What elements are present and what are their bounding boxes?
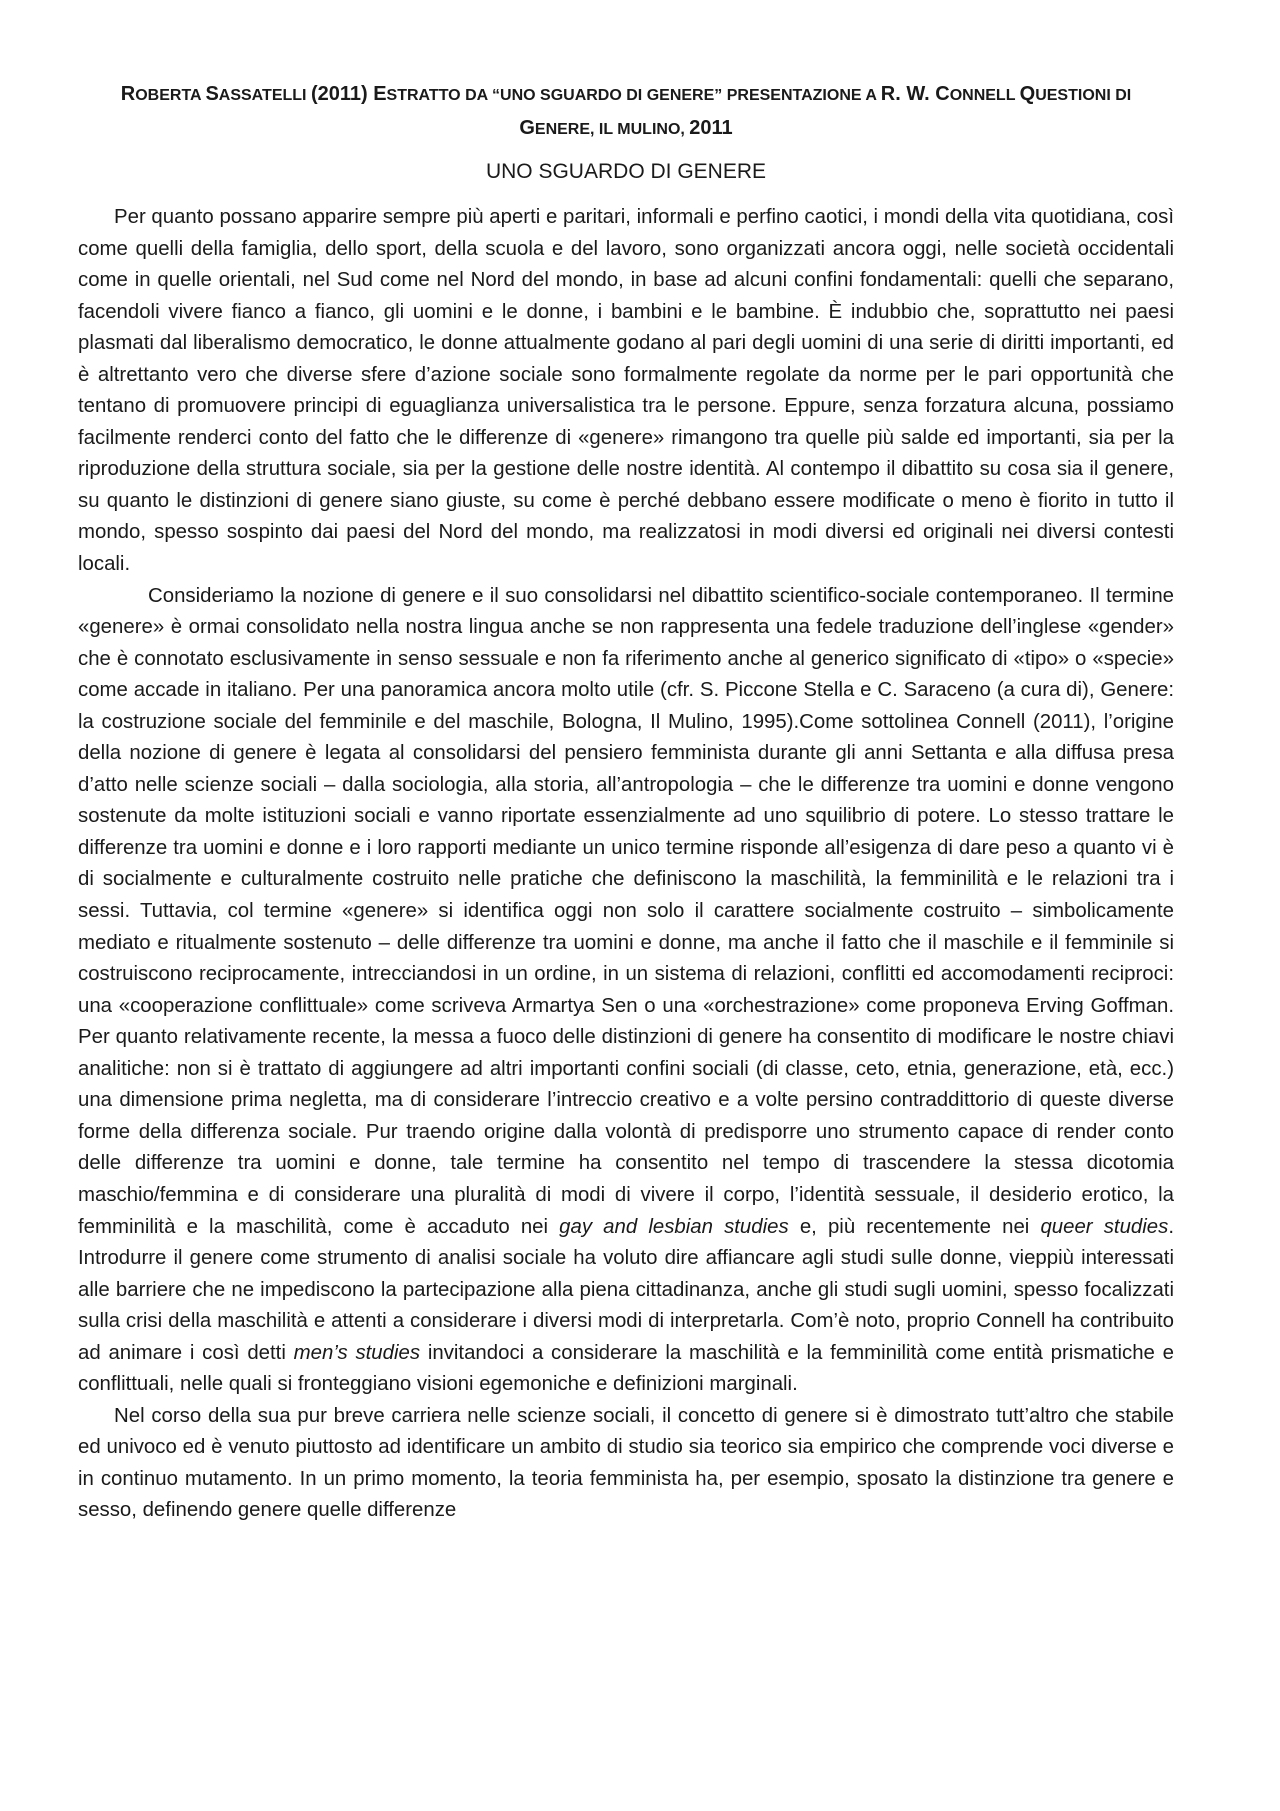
paragraph-1: Per quanto possano apparire sempre più aperti e paritari, informali e perfino caotici, i mondi della vita quotidiana, così come quelli della famiglia, dello sport, della scuola e del lavoro, sono organizzati ancora oggi, nelle società occidentali come in quelle orientali, nel Sud come nel Nord del mondo, in base ad alcuni confini fondamentali: quelli che separano, facendoli vivere fianco a fianco, gli uomini e le donne, i bambini e le bambine. È indubbio che, soprattutto nei paesi plasmati dal liberalismo democratico, le donne attualmente godano al pari degli uomini di una serie di diritti importanti, ed è altrettanto vero che diverse sfere d’azione sociale sono formalmente regolate da norme per le pari opportunità che tentano di promuovere principi di eguaglianza universalistica tra le persone. Eppure, senza forzatura alcuna, possiamo facilmente renderci conto del fatto che le differenze di «genere» rimangono tra quelle più salde ed importanti, sia per la riproduzione della struttura sociale, sia per la gestione delle nostre identità. Al contempo il dibattito su cosa sia il genere, su quanto le distinzioni di genere siano giuste, su come è perché debbano essere modificate o meno è fiorito in tutto il mondo, spesso sospinto dai paesi del Nord del mondo, ma realizzatosi in modi diversi ed originali nei diversi contesti locali. [78, 206, 1174, 576]
document-header [78, 78, 1174, 146]
header-rw: R. W. [880, 83, 936, 105]
header-estratto: STRATTO DA “UNO SGUARDO DI GENERE” PRESENTAZIONE A [386, 87, 881, 104]
header-initial-g: G [519, 117, 535, 139]
paragraph-2-text-b: e, più recentemente nei [788, 1215, 1041, 1238]
paragraph-2-text-c: . Introdurre il genere come strumento di analisi sociale ha voluto dire affiancare agli studi sulle donne, vieppiù interessati alle barriere che ne impediscono la partecipazione alla piena cittadinanza, anche gli studi sugli uomini, spesso focalizzati sulla crisi della maschilità e attenti a considerare i diversi modi di interpretarla. Com’è noto, proprio Connell ha contribuito ad animare i così detti [78, 1215, 1174, 1364]
paragraph-3: Nel corso della sua pur breve carriera nelle scienze sociali, il concetto di genere si è dimostrato tutt’altro che stabile ed univoco ed è venuto piuttosto ad identificare un ambito di studio sia teorico sia empirico che comprende voci diverse e in continuo mutamento. In un primo momento, la teoria femminista ha, per esempio, sposato la distinzione tra genere e sesso, definendo genere quelle differenze [78, 1404, 1174, 1522]
header-author-last: ASSATELLI [218, 87, 311, 104]
header-initial-s: S [205, 83, 219, 105]
header-enere: ENERE, IL MULINO, [534, 121, 690, 138]
header-onnell: ONNELL [949, 87, 1020, 104]
header-initial-c: C [935, 83, 950, 105]
header-year: (2011) [310, 83, 374, 105]
paragraph-2-italic-gay-lesbian: gay and lesbian studies [559, 1215, 789, 1238]
document-title: UNO SGUARDO DI GENERE [485, 160, 767, 183]
header-initial-r: R [120, 83, 136, 105]
paragraph-2-text-d: invitandoci a considerare la maschilità e la femminilità come entità prismatiche e conflittuali, nelle quali si fronteggiano visioni egemoniche e definizioni marginali. [78, 1341, 1174, 1396]
header-initial-q: Q [1019, 83, 1036, 105]
paragraph-2-text-a: Consideriamo la nozione di genere e il suo consolidarsi nel dibattito scientifico-sociale contemporaneo. Il termine «genere» è ormai consolidato nella nostra lingua anche se non rappresenta una fedele traduzione dell’inglese «gender» che è connotato esclusivamente in senso sessuale e non fa riferimento anche al generico significato di «tipo» o «specie» come accade in italiano. Per una panoramica ancora molto utile (cfr. S. Piccone Stella e C. Saraceno (a cura di), Genere: la costruzione sociale del femminile e del maschile, Bologna, Il Mulino, 1995).Come sottolinea Connell (2011), l’origine della nozione di genere è legata al consolidarsi del pensiero femminista durante gli anni Settanta e alla diffusa presa d’atto nelle scienze sociali – dalla sociologia, alla storia, all’antropologia – che le differenze tra uomini e donne vengono sostenute da molte istituzioni sociali e vanno riportate essenzialmente ad uno squilibrio di potere. Lo stesso trattare le differenze tra uomini e donne e i loro rapporti mediante un unico termine risponde all’esigenza di dare peso a quanto vi è di socialmente e culturalmente costruito nelle pratiche che definiscono la maschilità, la femminilità e le relazioni tra i sessi. Tuttavia, col termine «genere» si identifica oggi non solo il carattere socialmente costruito – simbolicamente mediato e ritualmente sostenuto – delle differenze tra uomini e donne, ma anche il fatto che il maschile e il femminile si costruiscono reciprocamente, intrecciandosi in un ordine, in un sistema di relazioni, conflitti ed accomodamenti reciproci: una «cooperazione conflittuale» come scriveva Armartya Sen o una «orchestrazione» come proponeva Erving Goffman. Per quanto relativamente recente, la messa a fuoco delle distinzioni di genere ha consentito di modificare le nostre chiavi analitiche: non si è trattato di aggiungere ad altri importanti confini sociali (di classe, ceto, etnia, generazione, età, ecc.) una dimensione prima negletta, ma di considerare l’intreccio creativo e a volte persino contraddittorio di queste diverse forme della differenza sociale. Pur traendo origine dalla volontà di predisporre uno strumento capace di render conto delle differenze tra uomini e donne, tale termine ha consentito nel tempo di trascendere la stessa dicotomia maschio/femmina e di considerare una pluralità di modi di vivere il corpo, l’identità sessuale, il desiderio erotico, la femminilità e la maschilità, come è accaduto nei [78, 584, 1174, 1238]
paragraph-2-italic-queer: queer studies [1040, 1215, 1169, 1238]
header-pub-year: 2011 [689, 117, 733, 139]
document-page [78, 78, 1174, 1527]
paragraph-2 [78, 581, 1174, 1401]
header-uestioni: UESTIONI DI [1035, 87, 1132, 104]
paragraph-2-italic-mens-studies: men’s studies [293, 1341, 421, 1364]
header-initial-e: E [373, 83, 387, 105]
header-author-first: OBERTA [135, 87, 206, 104]
